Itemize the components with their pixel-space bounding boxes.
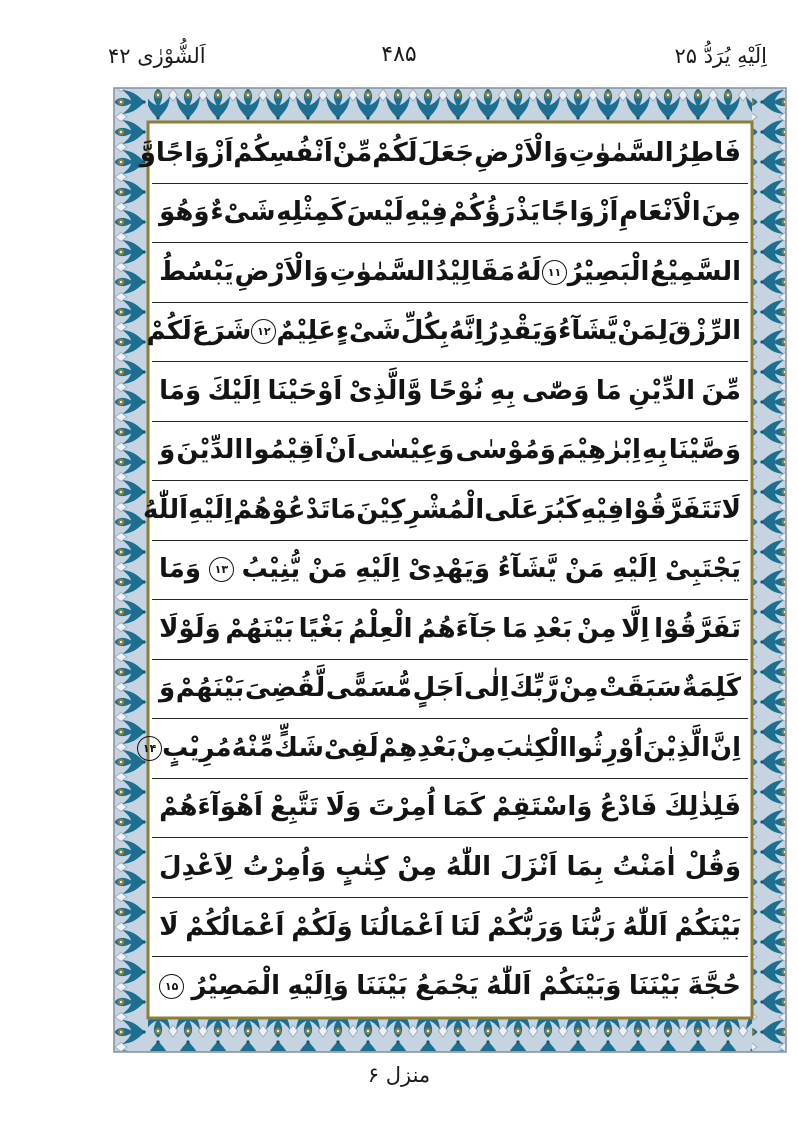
- quran-word: حُجَّةَ: [687, 971, 741, 1002]
- quran-word: مَا: [330, 494, 357, 525]
- quran-word: بَعْدِهِمْ: [378, 732, 457, 763]
- quran-word: عَلَى: [484, 494, 539, 525]
- quran-word: وَصّٰى: [521, 375, 590, 406]
- quran-word: فَاطِرُ: [673, 137, 741, 168]
- quran-word: يَذْرَؤُكُمْ: [448, 197, 541, 228]
- quran-word: كَلِمَةٌ: [682, 673, 741, 704]
- quran-word: بِهِ: [489, 375, 516, 406]
- quran-word: سَبَقَتْ: [599, 673, 682, 704]
- quran-word: مِنْ: [559, 673, 599, 704]
- quran-word: الدِّيْنَ: [176, 435, 244, 466]
- quran-word: لَفِىْ: [323, 732, 379, 763]
- quran-word: لَا: [721, 494, 741, 525]
- quran-line-11: [142, 719, 748, 779]
- quran-line-3: [152, 243, 748, 303]
- quran-word: اَنْفُسِكُمْ: [233, 137, 333, 168]
- quran-word: رَبُّنَا: [570, 911, 616, 942]
- quran-line-5: [152, 362, 748, 422]
- quran-word: اِلَيْهِ: [355, 554, 401, 585]
- quran-word: تَتَفَرَّقُوْا: [624, 494, 722, 525]
- quran-word: مِنْ: [576, 613, 617, 644]
- quran-word: بِمَا: [566, 851, 604, 882]
- quran-line-9: [152, 600, 748, 660]
- quran-word: تَتَّبِعْ: [270, 792, 319, 823]
- quran-word: يُّنِيْبُ: [241, 554, 301, 585]
- ayah-number-marker: ۱۲: [251, 319, 276, 344]
- quran-word: مُّسَمًّى: [325, 673, 413, 704]
- quran-word: لَيْسَ: [346, 197, 404, 228]
- quran-word: وَالْاَرْضِ: [234, 256, 329, 287]
- quran-word: مَنْ: [307, 554, 348, 585]
- quran-word: الرِّزْقَ: [667, 316, 741, 347]
- quran-word: اُمِرْتَ: [368, 792, 436, 823]
- quran-word: اَعْمَالُنَا: [359, 911, 444, 942]
- quran-word: وَلَكُمْ: [291, 911, 353, 942]
- juz-name-label: اِلَيْهِ يُرَدُّ ۲۵: [674, 44, 767, 68]
- quran-word: مِنَ: [701, 197, 741, 228]
- quran-word: الْبَصِيْرُ: [567, 256, 650, 287]
- ayah-number-marker: ۱۴: [137, 736, 162, 761]
- quran-word: تَفَرَّقُوْا: [654, 613, 741, 644]
- quran-line-14: [152, 898, 748, 958]
- quran-word: مَقَالِيْدُ: [435, 256, 516, 287]
- quran-word: مِّنَ: [701, 375, 741, 406]
- quran-line-6: [152, 422, 748, 482]
- mushaf-lines: [139, 124, 748, 1016]
- quran-word: الدِّيْنِ: [628, 375, 696, 406]
- quran-word: فِيْهِ: [404, 197, 448, 228]
- quran-word: مُرِيْبٍ: [162, 732, 232, 763]
- quran-word: بَيْنَكُمْ: [674, 911, 741, 942]
- quran-word: شَىْءٌ: [210, 197, 276, 228]
- quran-word: فَلِذٰلِكَ: [664, 792, 741, 823]
- quran-word: اِنَّ: [709, 732, 741, 763]
- quran-word: وَ: [159, 673, 176, 704]
- quran-word: يَجْتَبِىْ: [664, 554, 741, 585]
- quran-word: الْمُشْرِكِيْنَ: [356, 494, 485, 525]
- quran-word: اللّٰهُ: [445, 851, 492, 882]
- quran-word: لَكُمْ: [146, 316, 192, 347]
- quran-word: كَمِثْلِهِ: [276, 197, 346, 228]
- quran-word: اَعْمَالُكُمْ: [185, 911, 285, 942]
- quran-word: كَمَا: [442, 792, 486, 823]
- quran-word: وَمَا: [159, 554, 202, 585]
- quran-word: وَرَبُّكُمْ: [487, 911, 564, 942]
- quran-word: الَّذِيْنَ: [643, 732, 710, 763]
- quran-word: مَا: [595, 375, 622, 406]
- quran-word: وَقُلْ: [684, 851, 741, 882]
- quran-line-4: [146, 303, 748, 363]
- quran-word: وَلَا: [325, 792, 362, 823]
- quran-word: وَاسْتَقِمْ: [492, 792, 593, 823]
- quran-line-15: [152, 957, 748, 1016]
- quran-word: اَللّٰهُ: [142, 494, 189, 525]
- quran-word: يَبْسُطُ: [159, 256, 234, 287]
- quran-word: يَجْمَعُ: [415, 971, 479, 1002]
- quran-word: اِلَيْكَ: [207, 375, 262, 406]
- quran-word: اِلَيْهِ: [188, 494, 234, 525]
- ayah-number-marker: ۱۳: [209, 557, 234, 582]
- quran-word: وَصَّيْنَا: [668, 435, 741, 466]
- quran-word: السَّمِيْعُ: [650, 256, 741, 287]
- page-number: ۴۸۵: [381, 42, 417, 67]
- quran-word: اَزْوَاجًا: [155, 137, 234, 168]
- quran-word: وَعِيْسٰى: [357, 435, 455, 466]
- quran-word: اَزْوَاجًا: [540, 197, 619, 228]
- manzil-label: منزل ۶: [367, 1063, 431, 1087]
- quran-word: لِاَعْدِلَ: [159, 851, 234, 882]
- quran-word: وَالْاَرْضِ: [474, 137, 569, 168]
- ayah-number-marker: ۱۵: [159, 974, 184, 999]
- quran-word: يَّشَآءُ: [497, 554, 558, 585]
- quran-word: فَادْعُ: [599, 792, 658, 823]
- quran-word: اَجَلٍ: [412, 673, 464, 704]
- quran-word: الْكِتٰبَ: [496, 732, 568, 763]
- quran-word: بَغْيًا: [298, 613, 344, 644]
- quran-word: اَللّٰهُ: [486, 971, 532, 1002]
- quran-word: اَنْ: [324, 435, 356, 466]
- quran-word: عَلِيْمٌ: [276, 316, 336, 347]
- quran-word: لَكُمْ: [372, 137, 418, 168]
- quran-word: اِبْرٰهِيْمَ: [557, 435, 641, 466]
- quran-word: مَا: [502, 613, 529, 644]
- quran-word: وَّالَّذِىْ: [348, 375, 423, 406]
- quran-word: مَنْ: [564, 554, 605, 585]
- quran-line-2: [152, 184, 748, 244]
- quran-word: وَمُوْسٰى: [455, 435, 556, 466]
- quran-word: مِنْ: [397, 851, 437, 882]
- quran-word: وَاِلَيْهِ: [287, 971, 349, 1002]
- quran-word: وَهُوَ: [159, 197, 210, 228]
- quran-word: الْمَصِيْرُ: [191, 971, 281, 1002]
- quran-word: لَا: [159, 911, 179, 942]
- quran-word: وَيَقْدِرُ: [483, 316, 559, 347]
- quran-word: بَيْنَنَا: [356, 971, 408, 1002]
- quran-word: وَّ: [139, 137, 156, 168]
- quran-word: جَعَلَ: [417, 137, 475, 168]
- quran-word: السَّمٰوٰتِ: [568, 137, 674, 168]
- quran-word: يَّشَآءُ: [558, 316, 618, 347]
- quran-word: مِنْ: [456, 732, 497, 763]
- quran-word: الْعِلْمُ: [348, 613, 413, 644]
- quran-word: اَللّٰهُ: [622, 911, 668, 942]
- quran-line-8: [152, 541, 748, 601]
- quran-word: وَيَهْدِىْ: [408, 554, 490, 585]
- quran-word: كِتٰبٍ: [335, 851, 389, 882]
- quran-word: لَهُ: [515, 256, 542, 287]
- quran-word: اَوْحَيْنَا: [267, 375, 343, 406]
- quran-word: اَقِيْمُوا: [244, 435, 324, 466]
- quran-word: مِّنْ: [332, 137, 373, 168]
- quran-word: جَآءَهُمُ: [417, 613, 498, 644]
- quran-word: لِمَنْ: [617, 316, 668, 347]
- quran-word: اَهْوَآءَهُمْ: [159, 792, 263, 823]
- quran-word: شَكٍّ: [274, 732, 324, 763]
- quran-word: السَّمٰوٰتِ: [329, 256, 435, 287]
- quran-word: بَيْنَهُمْ: [225, 613, 294, 644]
- quran-word: رَّبِّكَ: [509, 673, 559, 704]
- quran-word: اَنْزَلَ: [500, 851, 558, 882]
- quran-word: بَيْنَهُمْ: [175, 673, 245, 704]
- quran-word: وَ: [159, 435, 176, 466]
- quran-line-13: [152, 838, 748, 898]
- quran-word: اُوْرِثُوا: [568, 732, 644, 763]
- quran-word: اِلٰى: [464, 673, 509, 704]
- quran-word: كَبُرَ: [538, 494, 581, 525]
- quran-word: لَنَا: [450, 911, 481, 942]
- quran-word: لَّقُضِىَ: [244, 673, 326, 704]
- quran-word: وَاُمِرْتُ: [242, 851, 327, 882]
- quran-word: تَدْعُوْهُمْ: [233, 494, 331, 525]
- quran-word: بِهِ: [642, 435, 668, 466]
- quran-word: فِيْهِ: [580, 494, 625, 525]
- quran-word: اِلَيْهِ: [612, 554, 658, 585]
- quran-word: نُوْحًا: [428, 375, 484, 406]
- quran-word: وَبَيْنَكُمْ: [538, 971, 622, 1002]
- quran-word: اِنَّهُ: [448, 316, 484, 347]
- quran-word: شَىْءٍ: [335, 316, 401, 347]
- quran-word: بَعْدِ: [532, 613, 573, 644]
- quran-line-1: [139, 124, 748, 184]
- quran-line-7: [142, 481, 748, 541]
- quran-word: مِّنْهُ: [231, 732, 275, 763]
- quran-word: الْاَنْعَامِ: [619, 197, 701, 228]
- quran-word: بِكُلِّ: [400, 316, 449, 347]
- quran-line-12: [152, 779, 748, 839]
- quran-word: بَيْنَنَا: [628, 971, 681, 1002]
- ayah-number-marker: ۱۱: [542, 260, 567, 285]
- quran-word: اٰمَنْتُ: [612, 851, 676, 882]
- quran-word: وَلَوْلَا: [159, 613, 221, 644]
- quran-word: اِلَّا: [621, 613, 650, 644]
- quran-line-10: [152, 660, 748, 720]
- quran-word: شَرَعَ: [191, 316, 252, 347]
- surah-name-label: اَلشُّوْرٰى ۴۲: [108, 44, 206, 68]
- quran-word: وَمَا: [159, 375, 202, 406]
